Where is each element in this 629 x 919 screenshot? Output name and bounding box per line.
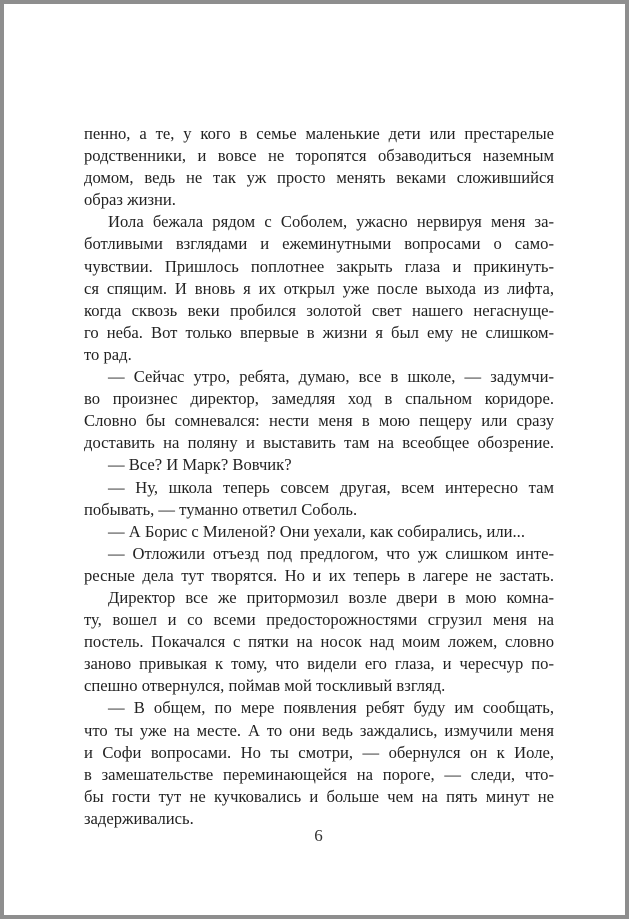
text-line: пенно, а те, у кого в семье маленькие дети или престарелые <box>84 124 554 143</box>
text-line: что ты уже на месте. А то они ведь заждались, измучили меня <box>84 720 554 740</box>
paragraph <box>84 587 554 697</box>
paragraph <box>84 366 554 454</box>
text-line: ту, вошел и со всеми предосторожностями сгрузил меня на <box>84 610 554 630</box>
text-line: — В общем, по мере появления ребят буду им сообщать, <box>108 698 554 718</box>
text-line: — Ну, школа теперь совсем другая, всем интересно там <box>108 477 554 497</box>
page-number: 6 <box>314 826 323 845</box>
text-line: чувствии. Пришлось поплотнее закрыть глаза и прикинуть- <box>84 256 554 276</box>
text-line: образ жизни. <box>84 190 176 210</box>
text-line: доставить на поляну и выставить там на всеобщее обозрение. <box>84 433 554 453</box>
text-line: спешно отвернулся, поймав мой тоскливый взгляд. <box>84 676 446 696</box>
text-line: во произнес директор, замедляя ход в спальном коридоре. <box>84 389 554 409</box>
text-line: ботливыми взглядами и ежеминутными вопросами о само- <box>84 234 554 254</box>
text-line: то рад. <box>84 344 132 364</box>
text-line: ся спящим. И вновь я их открыл уже после выхода из лифта, <box>84 278 554 298</box>
text-line: задерживались. <box>84 808 194 828</box>
text-line: родственники, и вовсе не торопятся обзаводиться наземным <box>84 146 554 166</box>
text-line: — Все? И Марк? Вовчик? <box>108 455 292 475</box>
body-text <box>84 123 554 830</box>
text-line: ресные дела тут творятся. Но и их теперь в лагере не застать. <box>84 565 554 585</box>
text-line: когда сквозь веки пробился золотой свет нашего негаснуще- <box>84 300 554 320</box>
text-line: заново привыкая к тому, что видели его глаза, и чересчур по- <box>84 654 554 674</box>
paragraph <box>84 477 554 521</box>
paragraph <box>84 697 554 830</box>
paragraph <box>84 211 554 366</box>
text-line: побывать, — туманно ответил Соболь. <box>84 499 358 519</box>
paragraph <box>84 123 554 211</box>
text-line: Словно бы сомневался: нести меня в мою пещеру или сразу <box>84 411 554 431</box>
paragraph <box>84 521 554 543</box>
paragraph <box>84 543 554 587</box>
text-line: — Сейчас утро, ребята, думаю, все в школе, — задумчи- <box>108 367 554 387</box>
text-line: Директор все же притормозил возле двери в мою комна- <box>108 587 554 607</box>
text-line: го неба. Вот только впервые в жизни я был ему не слишком- <box>84 322 554 342</box>
text-line: бы гости тут не кучковались и больше чем на пять минут не <box>84 786 554 806</box>
text-line: — Отложили отъезд под предлогом, что уж слишком инте- <box>108 543 554 563</box>
text-line: домом, ведь не так уж просто менять веками сложившийся <box>84 168 554 188</box>
text-line: — А Борис с Миленой? Они уехали, как собирались, или... <box>108 521 525 541</box>
text-line: в замешательстве переминающейся на пороге, — следи, что- <box>84 764 554 784</box>
text-line: и Софи вопросами. Но ты смотри, — обернулся он к Иоле, <box>84 742 554 762</box>
text-line: Иола бежала рядом с Соболем, ужасно нервируя меня за- <box>108 212 554 232</box>
text-line: постель. Покачался с пятки на носок над моим ложем, словно <box>84 632 554 652</box>
paragraph <box>84 454 554 476</box>
